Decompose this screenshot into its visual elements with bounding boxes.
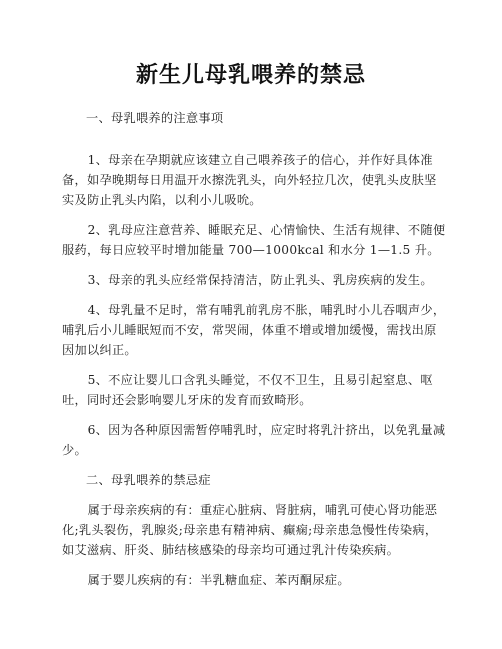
paragraph-item-6: 6、因为各种原因需暂停哺乳时，应定时将乳汁挤出，以免乳量减少。 <box>62 423 446 457</box>
document-body <box>62 108 446 590</box>
paragraph-contra-1: 属于母亲疾病的有：重症心脏病、肾脏病，哺乳可使心肾功能恶化;乳头裂伤，乳腺炎;母亲患有精神病、癫痫;母亲患急慢性传染病，如艾滋病、肝炎、肺结核感染的母亲均可通过乳汁传染疾病。 <box>62 503 438 557</box>
paragraph-contra-2: 属于婴儿疾病的有：半乳糖血症、苯丙酮尿症。 <box>87 573 350 587</box>
paragraph-item-1: 1、母亲在孕期就应该建立自己喂养孩子的信心，并作好具体准备，如孕晚期每日用温开水擦洗乳头，向外轻拉几次，使乳头皮肤坚实及防止乳头内陷，以利小儿吸吮。 <box>62 153 437 207</box>
section-heading-1: 一、母乳喂养的注意事项 <box>86 111 224 125</box>
paragraph-item-2: 2、乳母应注意营养、睡眠充足、心情愉快、生活有规律、不随便服药，每日应较平时增加能量 700—1000kcal 和水分 1—1.5 升。 <box>62 223 446 257</box>
document-title: 新生儿母乳喂养的禁忌 <box>135 63 366 88</box>
paragraph-item-5: 5、不应让婴儿口含乳头睡觉，不仅不卫生，且易引起窒息、呕吐，同时还会影响婴儿牙床的发育而致畸形。 <box>62 373 433 407</box>
paragraph-item-3: 3、母亲的乳头应经常保持清洁，防止乳头、乳房疾病的发生。 <box>87 273 433 287</box>
section-heading-2: 二、母乳喂养的禁忌症 <box>86 473 211 487</box>
paragraph-item-4: 4、母乳量不足时，常有哺乳前乳房不胀，哺乳时小儿吞咽声少，哺乳后小儿睡眠短而不安，常哭闹，体重不增或增加缓慢，需找出原因加以纠正。 <box>62 303 446 357</box>
